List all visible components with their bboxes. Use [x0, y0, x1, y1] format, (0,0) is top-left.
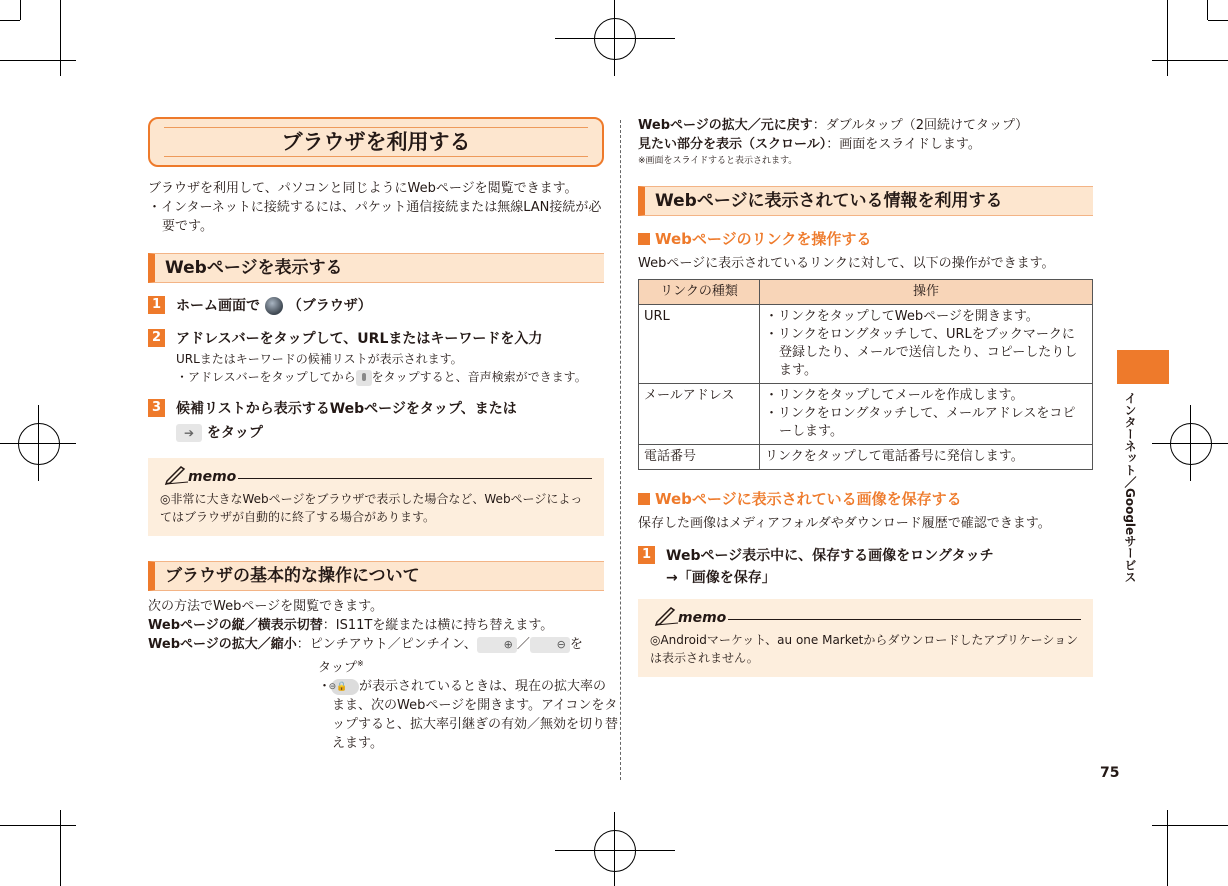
memo-box-2	[638, 599, 1093, 677]
chapter-tab	[1117, 350, 1169, 384]
op-text: リンクをロングタッチして、URLをブックマークに登録したり、メールで送信したり、コピーしたりします。	[778, 327, 1078, 378]
memo-rule	[728, 619, 1081, 620]
step-title-after: （ブラウザ）	[287, 298, 372, 314]
intro-bullet: ・インターネットに接続するには、パケット通信接続または無線LAN接続が必要です。	[148, 200, 602, 234]
table-row	[639, 445, 1093, 470]
memo-box	[148, 458, 604, 536]
line-text: ：ダブルタップ（2回続けてタップ）	[812, 118, 1029, 133]
line-text: ：ピンチアウト／ピンチイン、	[296, 637, 477, 652]
memo-rule	[238, 478, 592, 479]
basic-line2	[148, 635, 604, 654]
step-title	[176, 295, 604, 317]
step-1	[148, 295, 604, 317]
step-title-before: ホーム画面で	[176, 298, 260, 314]
line-slash: ／	[516, 637, 530, 652]
pencil-icon	[654, 607, 680, 627]
sub-heading-text: Webページのリンクを操作する	[655, 230, 872, 248]
table-row	[639, 384, 1093, 445]
mic-icon	[356, 370, 372, 386]
op-text: リンクをロングタッチして、メールアドレスをコピーします。	[778, 406, 1076, 439]
basic-line1	[148, 616, 604, 635]
line-text-after: を	[569, 637, 583, 652]
left-column	[148, 117, 619, 753]
square-bullet-icon	[638, 233, 650, 245]
link-table	[638, 279, 1093, 470]
column-divider	[620, 120, 621, 780]
section-heading-display: Webページを表示する	[148, 253, 604, 283]
sub-heading-images	[638, 488, 1093, 510]
step-number: 1	[638, 546, 655, 564]
step-title-line1: 候補リストから表示するWebページをタップ、または	[176, 401, 517, 417]
note-mark: ※	[357, 659, 364, 668]
step-title: アドレスバーをタップして、URLまたはキーワードを入力	[176, 331, 543, 347]
basic-line2-cont	[148, 654, 604, 677]
table-cell: メールアドレス	[639, 384, 760, 445]
images-intro: 保存した画像はメディアフォルダやダウンロード履歴で確認できます。	[638, 516, 1051, 531]
sub-heading-text: Webページに表示されている画像を保存する	[655, 490, 962, 508]
line-cont: タップ	[318, 660, 358, 676]
square-bullet-icon	[638, 493, 650, 505]
basic-intro: 次の方法でWebページを閲覧できます。	[148, 599, 384, 614]
line-label: Webページの縦／横表示切替	[148, 618, 323, 633]
table-header: 操作	[760, 280, 1093, 305]
table-bullet: ・リンクをロングタッチして、URLをブックマークに登録したり、メールで送信したり、コピーしたりします。	[765, 327, 1078, 378]
memo-header	[160, 466, 592, 490]
intro-bullet-text: インターネットに接続するには、パケット通信接続または無線LAN接続が必要です。	[161, 200, 602, 234]
step-number: 2	[148, 329, 165, 347]
step-number: 3	[148, 399, 165, 417]
table-header: リンクの種類	[639, 280, 760, 305]
globe-icon	[265, 297, 283, 315]
table-cell: リンクをタップして電話番号に発信します。	[760, 445, 1093, 470]
intro-text: ブラウザを利用して、パソコンと同じようにWebページを閲覧できます。	[148, 181, 578, 196]
memo-label: memo	[678, 610, 727, 626]
chapter-label: インターネット／Googleサービス	[1123, 392, 1137, 584]
bullet-before: アドレスバーをタップしてから	[188, 370, 356, 384]
step-title-after: をタップ	[206, 425, 263, 441]
table-cell	[760, 384, 1093, 445]
right-column	[638, 116, 1093, 677]
op-line2	[638, 135, 1093, 154]
step-number: 1	[148, 296, 165, 314]
op-line1	[638, 116, 1093, 135]
page-number: 75	[1100, 765, 1120, 781]
section-heading-info: Webページに表示されている情報を利用する	[638, 186, 1093, 216]
zoom-lock-icon: ⊖🔒	[331, 679, 359, 695]
bullet-after: をタップすると、音声検索ができます。	[371, 370, 587, 384]
section-heading-basic: ブラウザの基本的な操作について	[148, 561, 604, 591]
step-title-line2	[176, 422, 604, 444]
line-label: Webページの拡大／元に戻す	[638, 118, 813, 133]
op-text: リンクをタップしてWebページを開きます。	[778, 309, 1039, 324]
line-label: Webページの拡大／縮小	[148, 637, 297, 652]
line-text: ：画面をスライドします。	[826, 137, 981, 152]
bullet-text: が表示されているときは、現在の拡大率のまま、次のWebページを開きます。アイコンをタップすると、拡大率引継ぎの有効／無効を切り替えます。	[332, 679, 619, 752]
step-title-line2: →「画像を保存」	[666, 570, 776, 586]
memo-label: memo	[188, 469, 237, 485]
step-title-line1: Webページ表示中に、保存する画像をロングタッチ	[666, 548, 994, 564]
table-bullet: ・リンクをタップしてメールを作成します。	[765, 388, 1024, 403]
table-bullet: ・リンクをロングタッチして、メールアドレスをコピーします。	[765, 406, 1076, 439]
memo-text: ◎Androidマーケット、au one Marketからダウンロードしたアプリケーションは表示されません。	[650, 633, 1079, 665]
zoom-out-icon: ⊖	[530, 637, 570, 653]
step-bullet: ・アドレスバーをタップしてから をタップすると、音声検索ができます。	[176, 370, 587, 384]
step-2	[148, 328, 604, 386]
basic-bullet: ・⊖🔒 が表示されているときは、現在の拡大率のまま、次のWebページを開きます。アイコンをタップすると、拡大率引継ぎの有効／無効を切り替えます。	[318, 679, 619, 752]
footnote: ※画面をスライドすると表示されます。	[638, 156, 798, 166]
line-text: ：IS11Tを縦または横に持ち替えます。	[322, 618, 554, 633]
line-label: 見たい部分を表示（スクロール）	[638, 137, 827, 152]
page-title: ブラウザを利用する	[148, 117, 604, 167]
table-cell	[760, 305, 1093, 384]
step-desc: URLまたはキーワードの候補リストが表示されます。	[176, 352, 463, 366]
table-header-row	[639, 280, 1093, 305]
step-3	[148, 398, 604, 444]
links-intro: Webページに表示されているリンクに対して、以下の操作ができます。	[638, 256, 1055, 271]
zoom-in-icon: ⊕	[477, 637, 517, 653]
table-row	[639, 305, 1093, 384]
memo-header	[650, 607, 1081, 631]
op-text: リンクをタップしてメールを作成します。	[778, 388, 1024, 403]
sub-heading-links	[638, 228, 1093, 250]
arrow-right-icon: ➔	[176, 424, 202, 442]
memo-text: ◎非常に大きなWebページをブラウザで表示した場合など、Webページによってはブラウザが自動的に終了する場合があります。	[160, 492, 583, 524]
table-bullet: ・リンクをタップしてWebページを開きます。	[765, 309, 1039, 324]
table-cell: 電話番号	[639, 445, 760, 470]
pencil-icon	[164, 466, 190, 486]
table-cell: URL	[639, 305, 760, 384]
save-step-1	[638, 545, 1093, 589]
